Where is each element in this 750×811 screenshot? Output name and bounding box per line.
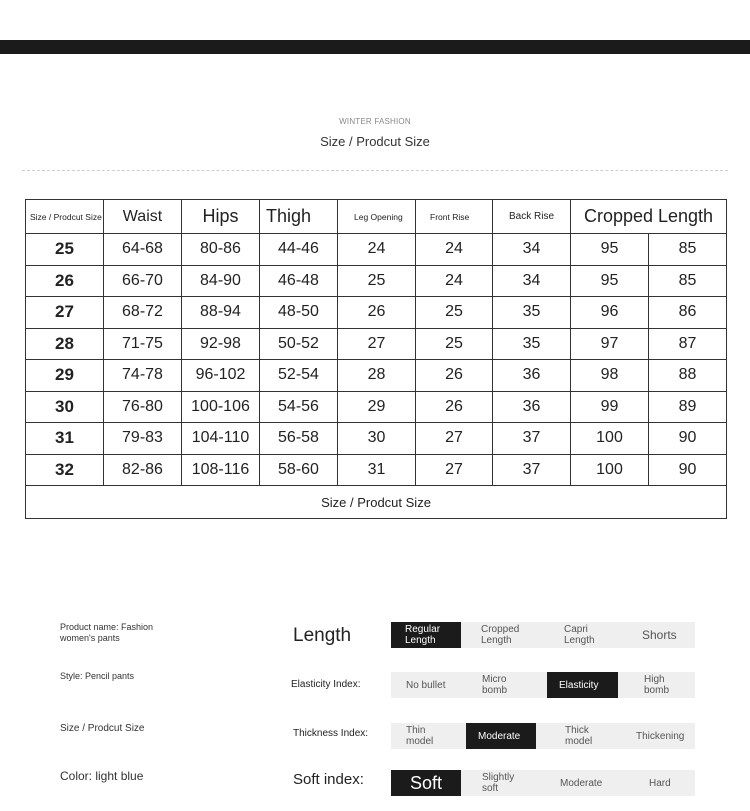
cell-thigh: 56-58 [260, 423, 338, 455]
cell-leg: 26 [338, 297, 416, 329]
cell-thigh: 44-46 [260, 234, 338, 266]
cell-size: 32 [26, 454, 104, 486]
cell-len_a: 95 [571, 234, 649, 266]
soft-label: Soft index: [293, 771, 364, 788]
cell-front: 26 [416, 360, 493, 392]
cell-len_a: 99 [571, 391, 649, 423]
elasticity-option-micro-bomb: Micro bomb [482, 674, 508, 696]
cell-thigh: 50-52 [260, 328, 338, 360]
cell-front: 26 [416, 391, 493, 423]
cell-thigh: 52-54 [260, 360, 338, 392]
cell-back: 35 [493, 297, 571, 329]
cell-waist: 68-72 [104, 297, 182, 329]
cell-leg: 30 [338, 423, 416, 455]
cell-waist: 64-68 [104, 234, 182, 266]
size-chart-table [25, 199, 727, 519]
cell-len_b: 85 [649, 265, 727, 297]
cell-len_a: 95 [571, 265, 649, 297]
cell-len_b: 90 [649, 423, 727, 455]
table-row [26, 297, 727, 329]
cell-thigh: 58-60 [260, 454, 338, 486]
cell-back: 34 [493, 234, 571, 266]
cell-back: 35 [493, 328, 571, 360]
cell-back: 34 [493, 265, 571, 297]
thickness-option-thin: Thin model [406, 725, 434, 747]
cell-len_a: 98 [571, 360, 649, 392]
header-waist: Waist [104, 200, 182, 234]
cell-size: 30 [26, 391, 104, 423]
length-option-shorts: Shorts [642, 627, 677, 642]
cell-size: 31 [26, 423, 104, 455]
table-row [26, 454, 727, 486]
cell-hips: 104-110 [182, 423, 260, 455]
thickness-option-moderate: Moderate [466, 723, 536, 749]
table-row [26, 360, 727, 392]
table-row [26, 423, 727, 455]
product-name: Product name: Fashion women's pants [60, 622, 154, 643]
cell-back: 36 [493, 360, 571, 392]
cell-thigh: 48-50 [260, 297, 338, 329]
soft-option-hard: Hard [649, 777, 671, 789]
cell-front: 25 [416, 297, 493, 329]
cell-leg: 31 [338, 454, 416, 486]
cell-len_b: 88 [649, 360, 727, 392]
cell-size: 28 [26, 328, 104, 360]
table-row [26, 265, 727, 297]
cell-leg: 25 [338, 265, 416, 297]
table-row [26, 328, 727, 360]
table-row [26, 234, 727, 266]
product-size: Size / Prodcut Size [60, 723, 145, 734]
table-row [26, 391, 727, 423]
elasticity-option-high-bomb: High bomb [644, 674, 670, 696]
cell-hips: 80-86 [182, 234, 260, 266]
header-back-rise: Back Rise [493, 200, 571, 234]
cell-hips: 88-94 [182, 297, 260, 329]
cell-front: 25 [416, 328, 493, 360]
cell-leg: 24 [338, 234, 416, 266]
cell-front: 27 [416, 454, 493, 486]
cell-len_b: 85 [649, 234, 727, 266]
soft-option-moderate: Moderate [560, 777, 603, 789]
cell-back: 36 [493, 391, 571, 423]
cell-len_a: 100 [571, 454, 649, 486]
table-footer-row [26, 486, 727, 519]
cell-len_b: 87 [649, 328, 727, 360]
header-thigh: Thigh [260, 200, 338, 234]
cell-front: 24 [416, 265, 493, 297]
cell-leg: 28 [338, 360, 416, 392]
cell-hips: 96-102 [182, 360, 260, 392]
elasticity-option-no-bullet: No bullet [406, 679, 446, 691]
cell-back: 37 [493, 454, 571, 486]
thickness-option-thick: Thick model [565, 725, 593, 747]
cell-hips: 92-98 [182, 328, 260, 360]
cell-back: 37 [493, 423, 571, 455]
cell-front: 27 [416, 423, 493, 455]
header-cropped-length: Cropped Length [571, 200, 727, 234]
product-style: Style: Pencil pants [60, 671, 135, 681]
elasticity-label: Elasticity Index: [291, 679, 361, 690]
section-subtitle: Size / Prodcut Size [320, 134, 430, 149]
cell-waist: 66-70 [104, 265, 182, 297]
cell-hips: 84-90 [182, 265, 260, 297]
cell-front: 24 [416, 234, 493, 266]
cell-waist: 74-78 [104, 360, 182, 392]
cell-len_a: 100 [571, 423, 649, 455]
cell-size: 26 [26, 265, 104, 297]
table-header-row [26, 200, 727, 234]
cell-hips: 108-116 [182, 454, 260, 486]
length-option-cropped: Cropped Length [481, 624, 520, 646]
table-footer-text: Size / Prodcut Size [26, 486, 727, 519]
cell-waist: 82-86 [104, 454, 182, 486]
soft-option-soft: Soft [391, 770, 461, 796]
cell-waist: 71-75 [104, 328, 182, 360]
cell-leg: 29 [338, 391, 416, 423]
header-front-rise: Front Rise [416, 200, 493, 234]
cell-len_b: 89 [649, 391, 727, 423]
eyebrow-text: WINTER FASHION [339, 117, 411, 126]
top-banner-bar [0, 40, 750, 54]
cell-size: 29 [26, 360, 104, 392]
elasticity-option-elasticity: Elasticity [547, 672, 618, 698]
cell-thigh: 54-56 [260, 391, 338, 423]
soft-option-slightly-soft: Slightly soft [482, 772, 515, 794]
length-option-capri: Capri Length [564, 624, 595, 646]
cell-len_b: 90 [649, 454, 727, 486]
cell-len_b: 86 [649, 297, 727, 329]
dashed-divider [22, 170, 728, 171]
cell-hips: 100-106 [182, 391, 260, 423]
cell-size: 25 [26, 234, 104, 266]
thickness-label: Thickness Index: [293, 728, 369, 739]
header-hips: Hips [182, 200, 260, 234]
cell-size: 27 [26, 297, 104, 329]
cell-waist: 79-83 [104, 423, 182, 455]
cell-leg: 27 [338, 328, 416, 360]
cell-waist: 76-80 [104, 391, 182, 423]
cell-len_a: 96 [571, 297, 649, 329]
length-label: Length [293, 625, 352, 646]
thickness-option-thickening: Thickening [636, 730, 685, 742]
product-color: Color: light blue [60, 769, 144, 783]
header-leg-opening: Leg Opening [338, 200, 416, 234]
cell-thigh: 46-48 [260, 265, 338, 297]
cell-len_a: 97 [571, 328, 649, 360]
header-size: Size / Prodcut Size [26, 200, 104, 234]
length-option-regular: Regular Length [391, 622, 461, 648]
